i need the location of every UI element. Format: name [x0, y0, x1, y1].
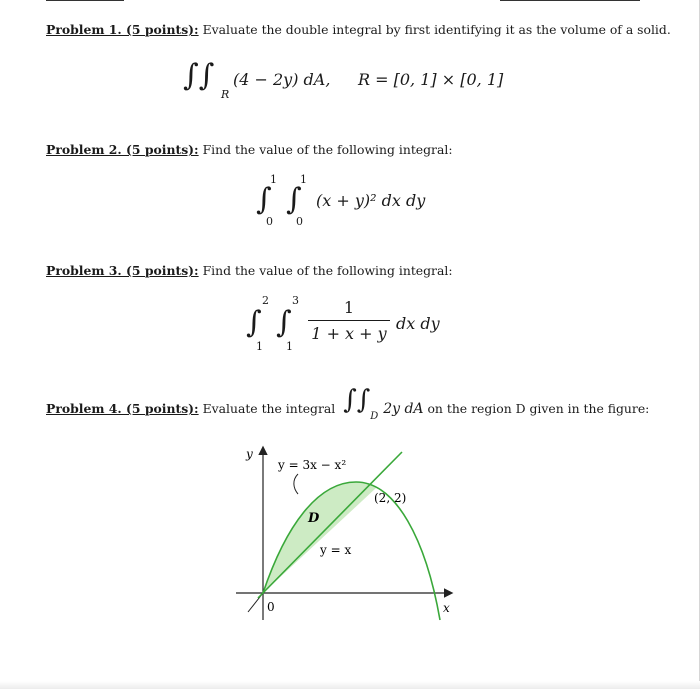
problem-3-text: Find the value of the following integral:	[198, 263, 453, 278]
problem-4-inline-integral	[339, 385, 379, 422]
problem-1-text: Evaluate the double integral by first identifying it as the volume of a solid.	[198, 22, 671, 37]
line-label: y = x	[320, 543, 352, 557]
problem-1-formula	[183, 55, 513, 105]
inner-lower-limit: 1	[286, 340, 293, 353]
problem-1-label: Problem 1. (5 points):	[46, 22, 199, 37]
page-bottom-edge	[0, 681, 700, 689]
problem-2-statement	[46, 143, 453, 158]
curve-label-leader	[294, 474, 298, 494]
region-label: D	[308, 511, 320, 526]
inner-integral-sign: ∫	[276, 305, 292, 340]
origin-label: 0	[267, 600, 275, 614]
outer-upper-limit: 2	[262, 294, 269, 307]
region-figure	[226, 440, 466, 630]
problem-1-integrand: (4 − 2y) dA,	[233, 70, 331, 89]
problem-3-statement	[46, 264, 453, 279]
problem-3-formula	[246, 294, 466, 356]
fraction-bar	[308, 320, 390, 321]
problem-4-integrand: 2y dA	[383, 401, 424, 417]
problem-3-fraction	[308, 298, 390, 343]
outer-lower-limit: 0	[266, 215, 273, 228]
inner-lower-limit: 0	[296, 215, 303, 228]
problem-2-formula	[256, 173, 476, 229]
fraction-denominator: 1 + x + y	[311, 324, 387, 343]
fraction-numerator: 1	[343, 298, 355, 317]
inner-upper-limit: 3	[292, 294, 299, 307]
outer-lower-limit: 1	[256, 340, 263, 353]
x-axis-label: x	[443, 601, 450, 615]
double-integral-sign: ∫∫	[343, 385, 371, 415]
problem-4-text-before: Evaluate the integral	[198, 401, 336, 416]
intersection-point-label: (2, 2)	[374, 491, 407, 505]
problem-4-label: Problem 4. (5 points):	[46, 401, 199, 416]
outer-upper-limit: 1	[270, 173, 277, 186]
problem-3-label: Problem 3. (5 points):	[46, 263, 199, 278]
problem-4-text-after: on the region D given in the figure:	[423, 401, 650, 416]
line-y-equals-x	[258, 452, 402, 598]
top-rule-left	[46, 0, 124, 1]
problem-4-statement	[46, 385, 650, 422]
problem-2-label: Problem 2. (5 points):	[46, 142, 199, 157]
outer-integral-sign: ∫	[256, 182, 272, 217]
outer-integral-sign: ∫	[246, 305, 262, 340]
problem-2-text: Find the value of the following integral:	[198, 142, 453, 157]
problem-1-region-definition: R = [0, 1] × [0, 1]	[358, 70, 504, 89]
inner-upper-limit: 1	[300, 173, 307, 186]
top-rule-right	[500, 0, 640, 1]
region-subscript: D	[370, 411, 379, 422]
y-axis-label: y	[246, 447, 253, 461]
region-subscript: R	[221, 88, 230, 101]
problem-1-statement	[46, 23, 671, 38]
problem-2-integrand: (x + y)² dx dy	[316, 191, 426, 210]
curve-label: y = 3x − x²	[278, 458, 347, 472]
double-integral-sign: ∫∫	[183, 58, 215, 93]
inner-integral-sign: ∫	[286, 182, 302, 217]
problem-3-differentials: dx dy	[396, 314, 440, 333]
